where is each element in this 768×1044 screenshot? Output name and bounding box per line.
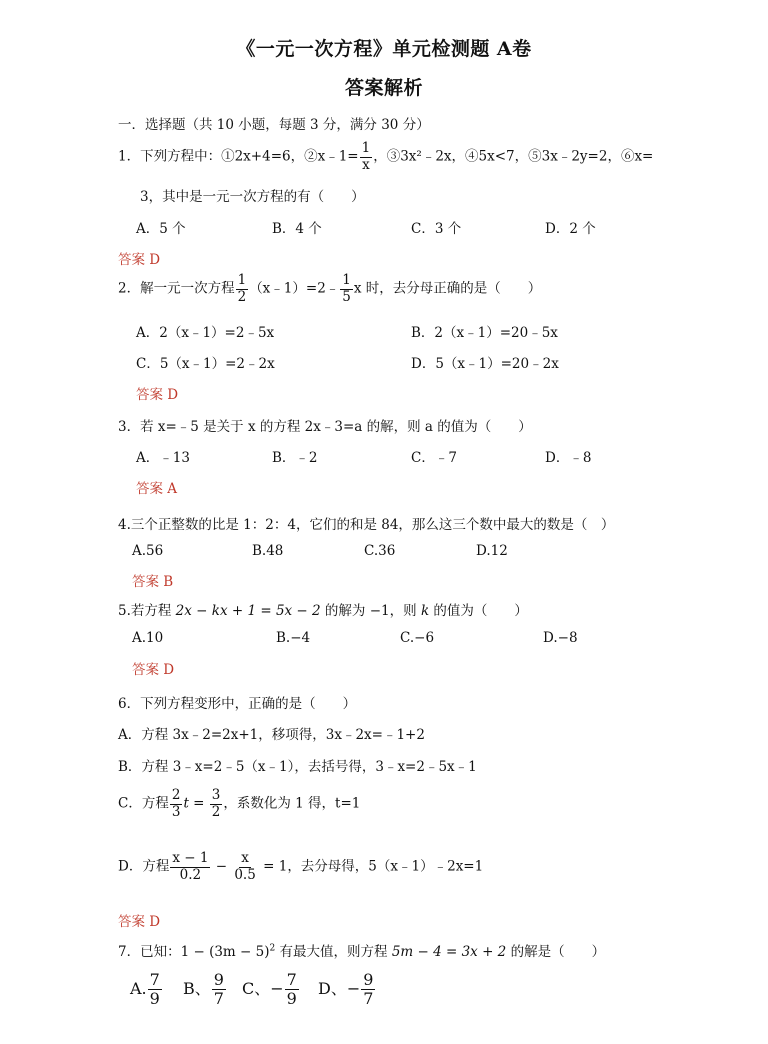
equation: 5m − 4 = 3x + 2	[391, 944, 507, 960]
question-3-option-c: C．﹣7	[411, 450, 457, 466]
page-subtitle: 答案解析	[344, 77, 423, 99]
fraction: $\frac{9}{7}$	[363, 970, 374, 1008]
page-title: 《一元一次方程》单元检测题 A卷	[236, 38, 532, 60]
question-4-option-a: A.56	[132, 543, 164, 559]
question-5-answer: 答案 D	[132, 662, 175, 678]
question-2-option-d: D．5（x﹣1）=20﹣2x	[411, 356, 559, 372]
question-7-option-b: B、 $\frac{9}{7}$	[183, 970, 224, 1008]
question-1-answer: 答案 D	[118, 252, 161, 268]
question-6-answer: 答案 D	[118, 914, 161, 930]
equation: 2x − kx + 1 = 5x − 2	[175, 603, 321, 619]
question-4-option-c: C.36	[364, 543, 396, 559]
question-1-option-a: A．5 个	[136, 221, 186, 237]
question-6-option-a: A．方程 3x﹣2=2x+1，移项得，3x﹣2x=﹣1+2	[118, 727, 425, 743]
question-2-option-b: B．2（x﹣1）=20﹣5x	[411, 325, 558, 341]
question-4-option-d: D.12	[476, 543, 508, 559]
question-1-option-d: D．2 个	[545, 221, 596, 237]
question-1-option-b: B．4 个	[272, 221, 322, 237]
question-4-answer: 答案 B	[132, 574, 174, 590]
question-7-option-c: C、− $\frac{7}{9}$	[242, 970, 297, 1008]
fraction: $\frac{x - 1}{0.2}$	[172, 850, 209, 883]
fraction: $\frac{9}{7}$	[213, 970, 224, 1008]
question-6-option-b: B．方程 3﹣x=2﹣5（x﹣1），去括号得，3﹣x=2﹣5x﹣1	[118, 759, 477, 775]
fraction: $\frac{1}{x}$	[361, 140, 371, 173]
question-3-option-d: D．﹣8	[545, 450, 592, 466]
question-2-option-c: C．5（x﹣1）=2﹣2x	[136, 356, 275, 372]
question-1-stem: 1．下列方程中：①2x+4=6，②x﹣1= $\frac{1}{x}$ ，③3x²﹣2x，④5x<7，⑤3x﹣2y=2，⑥x=	[118, 140, 654, 173]
fraction: $\frac{3}{2}$	[211, 787, 221, 820]
question-3-stem: 3．若 x=﹣5 是关于 x 的方程 2x﹣3=a 的解，则 a 的值为（ ）	[118, 419, 532, 435]
question-3-answer: 答案 A	[136, 481, 178, 497]
question-6-option-c: C．方程 $\frac{2}{3}$ t = $\frac{3}{2}$ ，系数化为 1 得，t=1	[118, 787, 361, 820]
question-3-option-a: A．﹣13	[136, 450, 190, 466]
fraction: $\frac{7}{9}$	[149, 970, 160, 1008]
fraction: $\frac{1}{5}$	[342, 272, 351, 305]
fraction: $\frac{2}{3}$	[171, 787, 181, 820]
question-1-option-c: C．3 个	[411, 221, 462, 237]
question-4-option-b: B.48	[252, 543, 284, 559]
question-5-stem: 5.若方程 2x − kx + 1 = 5x − 2 的解为 −1，则 k 的值为（ ）	[118, 603, 528, 619]
question-6-option-d: D．方程 $\frac{x - 1}{0.2}$ − $\frac{x}{0.5}$ = 1，去分母得，5（x﹣1）﹣2x=1	[118, 850, 484, 883]
question-6-stem: 6．下列方程变形中，正确的是（ ）	[118, 696, 357, 712]
question-2-stem: 2．解一元一次方程 $\frac{1}{2}$ （x﹣1）=2﹣ $\frac{1}{5}$ x 时，去分母正确的是（ ）	[118, 272, 542, 305]
section-heading: 一．选择题（共 10 小题，每题 3 分，满分 30 分）	[118, 117, 430, 133]
question-3-option-b: B．﹣2	[272, 450, 318, 466]
question-7-option-d: D、− $\frac{9}{7}$	[318, 970, 374, 1008]
question-5-option-a: A.10	[132, 630, 164, 646]
fraction: $\frac{7}{9}$	[286, 970, 297, 1008]
fraction: $\frac{1}{2}$	[237, 272, 247, 305]
question-7-stem: 7．已知：$1 - (3m - 5)^2$ 有最大值，则方程 5m − 4 = 3x + 2 的解是（ ）	[118, 943, 606, 960]
question-5-option-d: D.−8	[543, 630, 578, 646]
fraction: $\frac{x}{0.5}$	[234, 850, 256, 883]
question-7-option-a: A. $\frac{7}{9}$	[130, 970, 160, 1008]
question-1-stem-cont: 3，其中是一元一次方程的有（ ）	[140, 189, 365, 205]
question-5-option-c: C.−6	[400, 630, 435, 646]
question-2-answer: 答案 D	[136, 387, 179, 403]
question-2-option-a: A．2（x﹣1）=2﹣5x	[136, 325, 275, 341]
question-4-stem: 4.三个正整数的比是 1：2：4，它们的和是 84，那么这三个数中最大的数是（ ）	[118, 517, 615, 533]
question-5-option-b: B.−4	[276, 630, 311, 646]
